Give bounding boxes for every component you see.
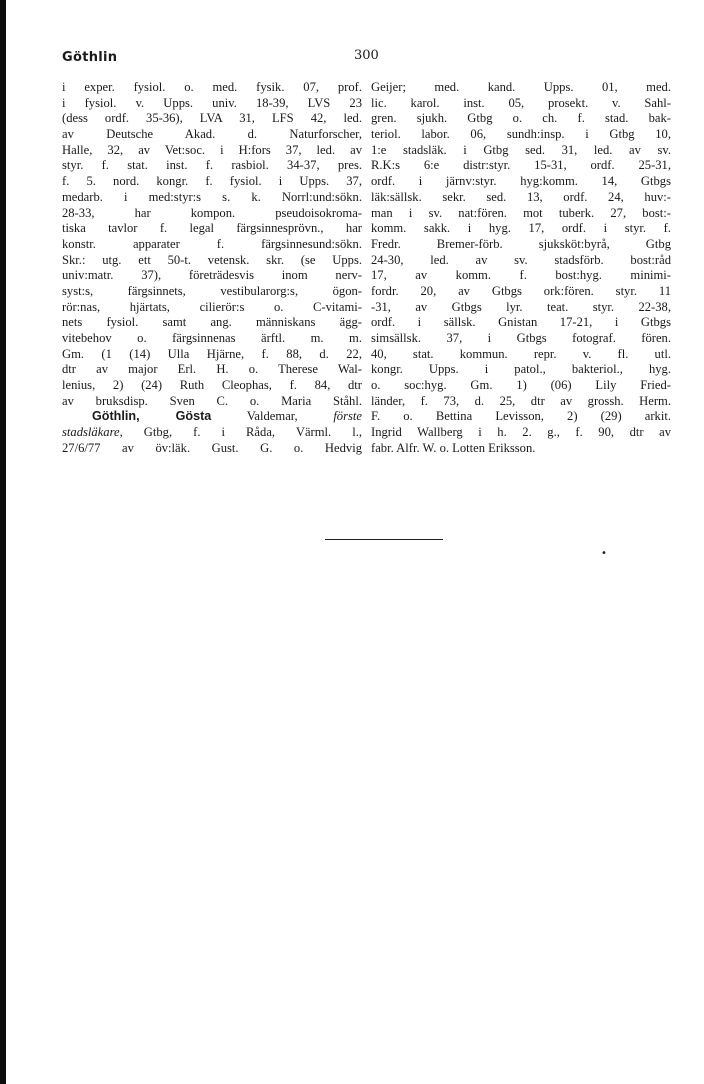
text-line: medarb. i med:styr:s s. k. Norrl:und:sökn. [62, 189, 362, 204]
text-line: Geijer; med. kand. Upps. 01, med. [371, 80, 671, 94]
scan-edge [0, 0, 6, 1084]
running-head [62, 50, 662, 72]
text-line: lic. karol. inst. 05, prosekt. v. Sahl- [371, 95, 671, 110]
text-line: teriol. labor. 06, sundh:insp. i Gtbg 10, [371, 127, 671, 142]
entry-title-cont: stadsläkare [62, 425, 120, 440]
entry-birth: , Gtbg, f. i Råda, Värml. l., [119, 425, 362, 440]
text-line: tiska tavlor f. legal färgsinnesprövn., har [62, 221, 362, 236]
text-line: R.K:s 6:e distr:styr. 15-31, ordf. 25-31, [371, 158, 671, 173]
text-line: nets fysiol. samt ang. människans ägg- [62, 315, 362, 330]
entry-heading-line [62, 409, 362, 425]
text-line: Ingrid Wallberg i h. 2. g., f. 90, dtr av [371, 425, 671, 440]
text-line: av Deutsche Akad. d. Naturforscher, [62, 127, 362, 142]
text-line: 17, av komm. f. bost:hyg. minimi- [371, 268, 671, 283]
header-surname: Göthlin [62, 50, 118, 65]
text-line: fordr. 20, av Gtbgs ork:fören. styr. 11 [371, 283, 671, 298]
text-line: rör:nas, hjärtats, cilierör:s o. C-vitami- [62, 299, 362, 314]
text-line: ordf. i sällsk. Gnistan 17-21, i Gtbgs [371, 315, 671, 330]
entry-line: 27/6/77 av öv:läk. Gust. G. o. Hedvig [62, 440, 362, 455]
text-line: 1:e stadsläk. i Gtbg sed. 31, led. av sv. [371, 142, 671, 157]
text-line: konstr. apparater f. färgsinnesund:sökn. [62, 236, 362, 251]
print-speck-icon: • [601, 548, 607, 559]
text-line: ordf. i järnv:styr. hyg:komm. 14, Gtbgs [371, 174, 671, 189]
entry-line [62, 425, 362, 441]
text-line: kongr. Upps. i patol., bakteriol., hyg. [371, 362, 671, 377]
text-line: dtr av major Erl. H. o. Therese Wal- [62, 362, 362, 377]
text-line: syst:s, färgsinnets, vestibularorg:s, ögon- [62, 283, 362, 298]
text-line: 24-30, led. av sv. stadsförb. bost:råd [371, 252, 671, 267]
text-line: F. o. Bettina Levisson, 2) (29) arkit. [371, 409, 671, 424]
text-line: av bruksdisp. Sven C. o. Maria Ståhl. [62, 393, 362, 408]
text-line: -31, av Gtbgs lyr. teat. styr. 22-38, [371, 299, 671, 314]
text-line: fabr. Alfr. W. o. Lotten Eriksson. [371, 440, 536, 455]
text-line: i fysiol. v. Upps. univ. 18-39, LVS 23 [62, 95, 362, 110]
text-line: Skr.: utg. ett 50-t. vetensk. skr. (se Upps. [62, 252, 362, 267]
text-line: man i sv. nat:fören. mot tuberk. 27, bost:- [371, 205, 671, 220]
text-line: f. 5. nord. kongr. f. fysiol. i Upps. 37, [62, 174, 362, 189]
entry-name: Göthlin, Gösta [92, 409, 212, 424]
text-line: Halle, 32, av Vet:soc. i H:fors 37, led. av [62, 142, 362, 157]
text-line: läk:sällsk. sekr. sed. 13, ordf. 24, huv:- [371, 189, 671, 204]
text-line: Gm. (1 (14) Ulla Hjärne, f. 88, d. 22, [62, 346, 362, 361]
text-line: 28-33, har kompon. pseudoisokroma- [62, 205, 362, 220]
text-line: simsällsk. 37, i Gtbgs fotograf. fören. [371, 331, 671, 345]
entry-given-names: Valdemar, [211, 409, 334, 424]
text-line: o. soc:hyg. Gm. 1) (06) Lily Fried- [371, 378, 671, 393]
text-line: vitebehov o. färgsinnenas ärftl. m. m. [62, 331, 362, 345]
section-divider [325, 539, 443, 540]
right-column [371, 80, 671, 457]
page-number: 300 [354, 48, 379, 63]
text-line: lenius, 2) (24) Ruth Cleophas, f. 84, dtr [62, 378, 362, 393]
text-line: gren. sjukh. Gtbg o. ch. f. stad. bak- [371, 111, 671, 126]
text-line: styr. f. stat. inst. f. rasbiol. 34-37, pres. [62, 158, 362, 173]
text-line: (dess ordf. 35-36), LVA 31, LFS 42, led. [62, 111, 362, 126]
text-line: Fredr. Bremer-förb. sjuksköt:byrå, Gtbg [371, 236, 671, 251]
text-line: univ:matr. 37), företrädesvis inom nerv- [62, 268, 362, 283]
left-column [62, 80, 362, 457]
text-line: 40, stat. kommun. repr. v. fl. utl. [371, 346, 671, 361]
entry-title: förste [333, 409, 362, 424]
text-line: komm. sakk. i hyg. 17, ordf. i styr. f. [371, 221, 671, 236]
text-line: i exper. fysiol. o. med. fysik. 07, prof. [62, 80, 362, 94]
text-line: länder, f. 73, d. 25, dtr av grossh. Herm. [371, 393, 671, 408]
